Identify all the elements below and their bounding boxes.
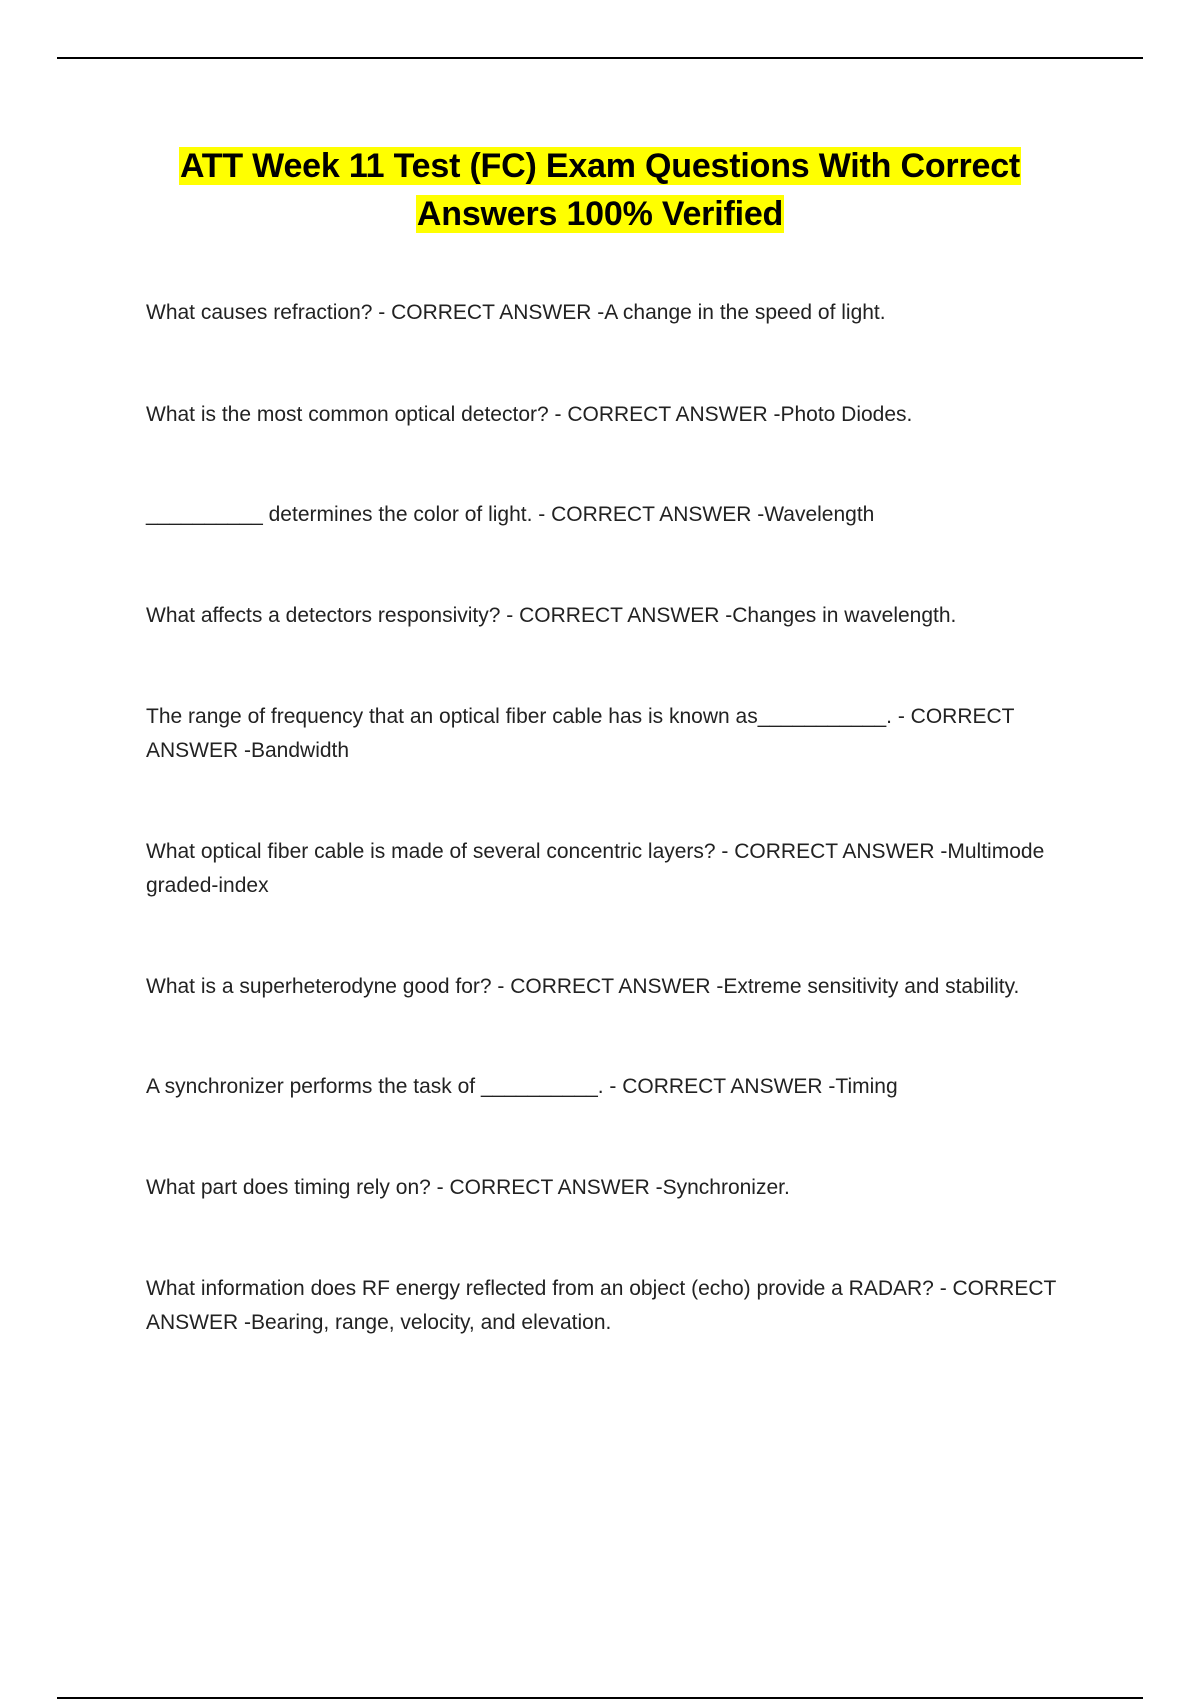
document-title — [100, 142, 1100, 238]
top-rule — [57, 57, 1143, 59]
qa-list — [146, 296, 1091, 1340]
qa-item: What is the most common optical detector? - CORRECT ANSWER -Photo Diodes. — [146, 403, 913, 426]
qa-item: The range of frequency that an optical fiber cable has is known as___________. - CORRECT ANSWER -Bandwidth — [146, 705, 1015, 762]
title-line-1 — [100, 142, 1100, 190]
qa-item: What optical fiber cable is made of several concentric layers? - CORRECT ANSWER -Multimode graded-index — [146, 840, 1045, 897]
qa-item: What is a superheterodyne good for? - CORRECT ANSWER -Extreme sensitivity and stability. — [146, 975, 1020, 998]
qa-item: A synchronizer performs the task of __________. - CORRECT ANSWER -Timing — [146, 1075, 898, 1098]
title-line-2 — [100, 190, 1100, 238]
qa-item: What affects a detectors responsivity? - CORRECT ANSWER -Changes in wavelength. — [146, 604, 957, 627]
qa-item: __________ determines the color of light. - CORRECT ANSWER -Wavelength — [146, 503, 875, 526]
qa-item: What part does timing rely on? - CORRECT ANSWER -Synchronizer. — [146, 1176, 790, 1199]
qa-item: What causes refraction? - CORRECT ANSWER -A change in the speed of light. — [146, 301, 886, 324]
title-line-1-text: ATT Week 11 Test (FC) Exam Questions With Correct — [179, 147, 1021, 185]
qa-item: What information does RF energy reflected from an object (echo) provide a RADAR? - CORRECT ANSWER -Bearing, range, velocity, and elevation. — [146, 1277, 1056, 1334]
title-line-2-text: Answers 100% Verified — [416, 195, 784, 233]
bottom-rule — [57, 1697, 1143, 1699]
